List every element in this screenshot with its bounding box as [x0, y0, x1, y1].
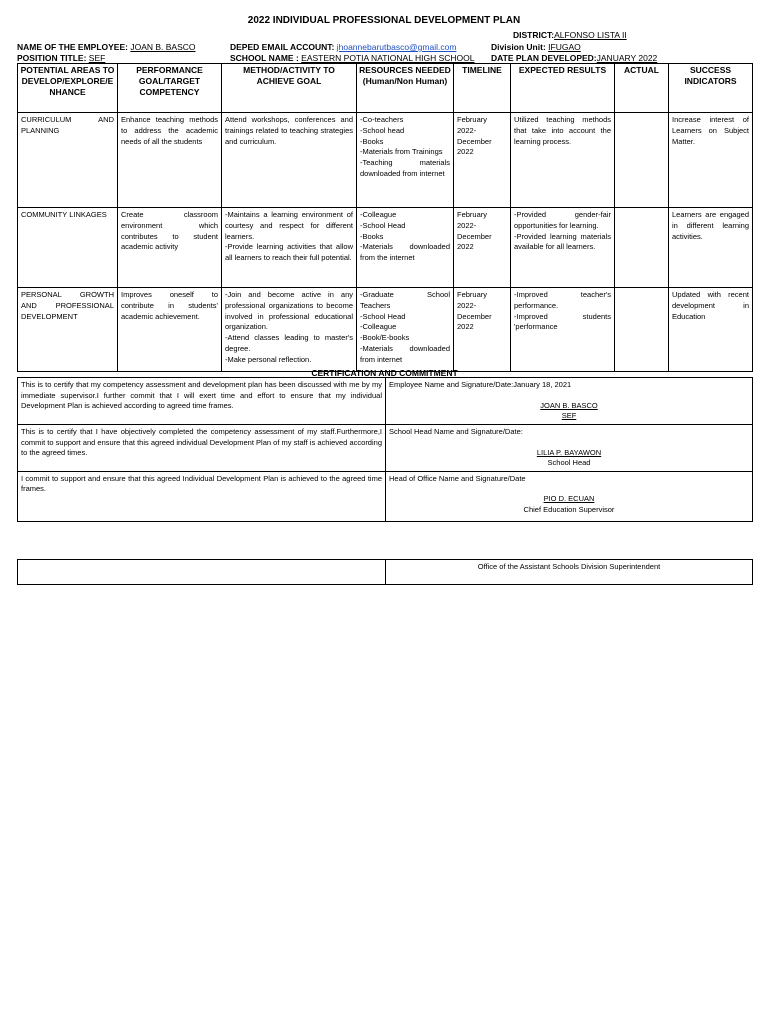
document-title: 2022 INDIVIDUAL PROFESSIONAL DEVELOPMENT PLAN [247, 15, 521, 26]
resource-item: -School Head [360, 311, 406, 321]
goal-cell: Create classroom environment which contributes to student academic activity [118, 208, 222, 288]
email-label: DEPED EMAIL ACCOUNT: [230, 42, 337, 52]
resource-item: -Teaching materials downloaded from internet [360, 158, 450, 178]
division-value: IFUGAO [548, 42, 581, 52]
email-value[interactable]: jhoannebarutbasco@gmail.com [336, 42, 457, 52]
division-label: Division Unit: [491, 42, 549, 52]
head-signature-role: School Head [547, 458, 591, 467]
district-field [513, 30, 627, 40]
column-header-resources: RESOURCES NEEDED (Human/Non Human) [357, 64, 454, 113]
method-item: -Provide learning activities that allow all learners to reach their full potential. [225, 242, 353, 263]
method-cell [222, 113, 357, 208]
column-header-actual: ACTUAL [615, 64, 669, 113]
timeline-cell: February 2022- December 2022 [454, 288, 511, 372]
expected-item: -Improved teacher's performance. [514, 290, 611, 310]
employee-name-label: NAME OF THE EMPLOYEE: [17, 42, 131, 52]
district-value: ALFONSO LISTA II [554, 30, 627, 40]
area-cell: PERSONAL GROWTH AND PROFESSIONAL DEVELOPMENT [18, 288, 118, 372]
office-footer-right: Office of the Assistant Schools Division Superintendent [386, 560, 753, 585]
column-header-expected: EXPECTED RESULTS [511, 64, 615, 113]
office-footer-table [17, 559, 753, 585]
resource-item: -Book/E-books [360, 333, 410, 343]
employee-signature-label: Employee Name and Signature/Date:January 18, 2021 [389, 380, 572, 389]
resources-cell [357, 113, 454, 208]
method-cell [222, 288, 357, 372]
method-cell [222, 208, 357, 288]
indicators-cell: Increase interest of Learners on Subject Matter. [669, 113, 753, 208]
expected-cell [511, 288, 615, 372]
method-item: -Join and become active in any professional organizations to become involved in professional educational organization. [225, 290, 353, 332]
actual-cell[interactable] [615, 208, 669, 288]
expected-cell [511, 113, 615, 208]
supervisor-statement: This is to certify that I have objectively completed the competency assessment of my staff.Furthermore,I commit to support and ensure that this agreed individual Development Plan of my staff is achieved according to the agreed times. [18, 425, 386, 472]
office-signature-label: Head of Office Name and Signature/Date [389, 473, 526, 483]
head-signature-label: School Head Name and Signature/Date: [389, 427, 523, 436]
resource-item: -School head [360, 125, 405, 135]
table-row [18, 288, 753, 372]
column-header-method: METHOD/ACTIVITY TO ACHIEVE GOAL [222, 64, 357, 113]
resource-item: -Colleague [360, 322, 397, 332]
date-field [491, 53, 657, 63]
method-item: -Make personal reflection. [225, 354, 312, 364]
actual-cell[interactable] [615, 288, 669, 372]
head-signature-name: LILIA P. BAYAWON [536, 447, 602, 457]
goal-cell: Improves oneself to contribute in students' academic achievement. [118, 288, 222, 372]
method-item: Attend workshops, conferences and trainings related to teaching strategies and curriculum. [225, 115, 353, 146]
date-label: DATE PLAN DEVELOPED: [491, 53, 597, 63]
resources-cell [357, 208, 454, 288]
school-label: SCHOOL NAME : [230, 53, 302, 63]
expected-cell [511, 208, 615, 288]
employee-signature-role: SEF [561, 411, 577, 420]
timeline-cell: February 2022- December 2022 [454, 113, 511, 208]
expected-item: -Provided gender-fair opportunities for learning. [514, 210, 611, 230]
office-signature-role: Chief Education Supervisor [523, 504, 615, 514]
employee-statement: This is to certify that my competency assessment and development plan has been discussed with me by my immediate supervisor.I further commit that I will exert time and effort to ensure that my individual Development Plan is achieved according to agreed time frames. [18, 378, 386, 425]
method-item: -Maintains a learning environment of courtesy and respect for different learners. [225, 210, 353, 241]
expected-item: -Provided learning materials available for all learners. [514, 231, 611, 252]
head-signature-cell [386, 425, 753, 472]
expected-item: Utilized teaching methods that take into account the learning process. [514, 115, 611, 146]
resources-cell [357, 288, 454, 372]
resource-item: -Books [360, 136, 384, 146]
resource-item: -School Head [360, 220, 406, 230]
resource-item: -Colleague [360, 210, 397, 219]
position-field [17, 53, 105, 63]
resource-item: -Co-teachers [360, 115, 404, 124]
certification-table [17, 377, 753, 522]
column-header-timeline: TIMELINE [454, 64, 511, 113]
office-statement: I commit to support and ensure that this agreed Individual Development Plan is achieved to the agreed time frames. [18, 471, 386, 521]
area-cell: CURRICULUM AND PLANNING [18, 113, 118, 208]
employee-name-field [17, 42, 196, 52]
email-field [230, 42, 456, 52]
resource-item: -Materials downloaded from internet [360, 343, 450, 364]
indicators-cell: Learners are engaged in different learning activities. [669, 208, 753, 288]
column-header-goal: PERFORMANCE GOAL/TARGET COMPETENCY [118, 64, 222, 113]
certification-row [18, 425, 753, 472]
goal-cell: Enhance teaching methods to address the academic needs of all the students [118, 113, 222, 208]
certification-heading: CERTIFICATION AND COMMITMENT [311, 368, 458, 378]
timeline-cell: February 2022- December 2022 [454, 208, 511, 288]
resource-item: -Graduate School Teachers [360, 290, 450, 310]
position-label: POSITION TITLE: [17, 53, 89, 63]
employee-signature-cell [386, 378, 753, 425]
position-value: SEF [88, 53, 106, 63]
certification-row [18, 471, 753, 521]
office-signature-name: PIO D. ECUAN [543, 494, 595, 503]
resource-item: -Materials downloaded from the internet [360, 242, 450, 263]
date-value: JANUARY 2022 [596, 53, 658, 63]
development-plan-table [17, 63, 753, 372]
division-field [491, 42, 581, 52]
expected-item: -Improved students 'performance [514, 311, 611, 332]
office-footer-left [18, 560, 386, 585]
table-row [18, 113, 753, 208]
table-header-row [18, 64, 753, 113]
method-item: -Attend classes leading to master's degree. [225, 333, 353, 353]
certification-row [18, 378, 753, 425]
school-value: EASTERN POTIA NATIONAL HIGH SCHOOL [301, 53, 475, 63]
column-header-indicators: SUCCESS INDICATORS [669, 64, 753, 113]
employee-name-value: JOAN B. BASCO [130, 42, 196, 52]
office-footer-row [18, 560, 753, 585]
district-label: DISTRICT: [513, 30, 555, 40]
actual-cell[interactable] [615, 113, 669, 208]
employee-signature-name: JOAN B. BASCO [540, 400, 598, 410]
resource-item: -Materials from Trainings [360, 147, 443, 157]
column-header-areas: POTENTIAL AREAS TO DEVELOP/EXPLORE/E NHANCE [18, 64, 118, 113]
area-cell: COMMUNITY LINKAGES [18, 208, 118, 288]
resource-item: -Books [360, 231, 384, 241]
school-field [230, 53, 475, 63]
indicators-cell: Updated with recent development in Education [669, 288, 753, 372]
table-row [18, 208, 753, 288]
office-signature-cell [386, 471, 753, 521]
